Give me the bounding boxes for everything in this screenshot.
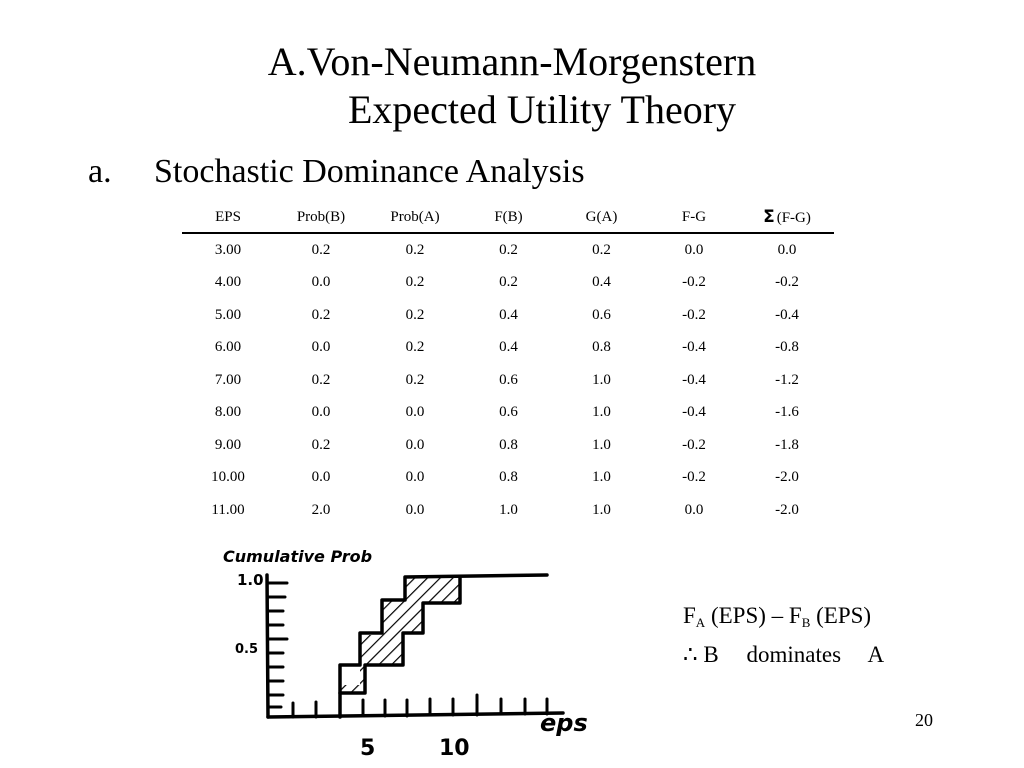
- table-cell: 2.0: [311, 501, 331, 518]
- table-row: [182, 364, 834, 397]
- page-number: 20: [915, 710, 933, 730]
- table-cell: 1.0: [592, 404, 611, 421]
- table-cell: 0.2: [499, 274, 518, 291]
- table-cell: 0.0: [405, 469, 425, 486]
- table-cell: 10.00: [211, 469, 245, 486]
- table-cell: 0.2: [311, 371, 331, 388]
- header-prob-b: Prob(B): [274, 202, 368, 233]
- table-cell: 0.2: [592, 241, 611, 258]
- table-cell: 1.0: [592, 469, 611, 486]
- formula-line-1: [683, 600, 884, 639]
- table-cell: 1.0: [592, 501, 611, 518]
- table-cell: 4.00: [214, 274, 242, 291]
- header-g-a: G(A): [555, 202, 648, 233]
- table-cell: -0.2: [682, 469, 706, 486]
- subtitle-text: Stochastic Dominance Analysis: [154, 153, 585, 190]
- sketch-x-tick-5: 5: [360, 736, 376, 761]
- table-cell: 1.0: [499, 501, 518, 518]
- subtitle-letter: a.: [88, 153, 112, 190]
- table-header-row: [182, 202, 834, 233]
- table-cell: 0.2: [405, 274, 425, 291]
- table-cell: -0.2: [682, 306, 706, 323]
- table-cell: 0.6: [499, 404, 518, 421]
- table-cell: 5.00: [214, 306, 242, 323]
- dominance-table-container: [182, 202, 834, 527]
- subtitle: [88, 152, 585, 192]
- table-cell: 0.4: [592, 274, 611, 291]
- table-cell: 0.0: [405, 404, 425, 421]
- dominance-formula: [683, 600, 884, 671]
- table-cell: -1.8: [775, 436, 799, 453]
- title-line-2: Expected Utility Theory: [347, 87, 737, 132]
- table-cell: 0.0: [777, 241, 797, 258]
- table-cell: -0.4: [682, 371, 706, 388]
- table-cell: 0.2: [311, 241, 331, 258]
- formula-f-a: F: [683, 603, 696, 628]
- table-cell: 0.2: [499, 241, 518, 258]
- table-cell: 0.0: [311, 274, 331, 291]
- table-cell: 0.6: [592, 306, 611, 323]
- table-cell: -1.6: [775, 404, 799, 421]
- formula-sub-a: A: [695, 615, 706, 630]
- table-row: [182, 397, 834, 430]
- sketch-y-tick-top: 1.0: [237, 571, 264, 589]
- table-cell: -2.0: [775, 501, 799, 518]
- table-row: [182, 233, 834, 267]
- dominance-table: [182, 202, 834, 527]
- table-cell: 0.0: [311, 404, 331, 421]
- table-cell: 7.00: [214, 371, 242, 388]
- formula-b: B: [703, 642, 719, 667]
- sketch-y-tick-mid: 0.5: [235, 642, 259, 657]
- formula-f-b: F: [788, 603, 802, 628]
- table-cell: 0.6: [499, 371, 518, 388]
- table-cell: -0.4: [682, 404, 706, 421]
- table-cell: 0.4: [499, 339, 518, 356]
- sigma-icon: Σ: [763, 207, 775, 227]
- cumulative-probability-sketch: [215, 535, 595, 765]
- header-f-minus-g: F-G: [648, 202, 740, 233]
- table-cell: 0.0: [405, 501, 425, 518]
- table-cell: -2.0: [775, 469, 799, 486]
- table-cell: -0.8: [775, 339, 799, 356]
- table-cell: 0.0: [684, 501, 704, 518]
- table-body: [182, 233, 834, 527]
- table-cell: 1.0: [592, 371, 611, 388]
- table-cell: 0.0: [311, 469, 331, 486]
- table-cell: 0.4: [499, 306, 518, 323]
- table-cell: -0.4: [775, 306, 799, 323]
- table-cell: 3.00: [214, 241, 242, 258]
- formula-a: A: [867, 642, 885, 667]
- table-cell: -0.2: [775, 274, 799, 291]
- table-cell: 0.2: [405, 371, 425, 388]
- formula-line-2: [683, 639, 884, 671]
- therefore-icon: ∴: [683, 642, 698, 667]
- sketch-x-label: eps: [540, 709, 588, 737]
- formula-minus: –: [771, 603, 784, 628]
- table-cell: -1.2: [775, 371, 799, 388]
- table-cell: 0.0: [311, 339, 331, 356]
- table-cell: 0.2: [405, 241, 425, 258]
- header-f-b: F(B): [462, 202, 555, 233]
- y-axis-ticks: [268, 583, 287, 707]
- header-sum-label: (F-G): [776, 210, 811, 226]
- table-cell: 1.0: [592, 436, 611, 453]
- table-row: [182, 332, 834, 365]
- table-cell: -0.4: [682, 339, 706, 356]
- header-prob-a: Prob(A): [368, 202, 462, 233]
- header-eps: EPS: [182, 202, 274, 233]
- table-row: [182, 429, 834, 462]
- table-cell: 0.8: [499, 469, 518, 486]
- slide-title: [0, 38, 1024, 134]
- table-cell: 0.0: [405, 436, 425, 453]
- header-sum-f-minus-g: [740, 202, 834, 233]
- table-cell: 0.0: [684, 241, 704, 258]
- table-cell: -0.2: [682, 436, 706, 453]
- formula-arg-2: (EPS): [816, 603, 872, 628]
- table-cell: 11.00: [211, 501, 245, 518]
- table-cell: 0.8: [499, 436, 518, 453]
- formula-arg-1: (EPS): [710, 603, 766, 628]
- sketch-x-tick-10: 10: [439, 736, 470, 761]
- table-cell: -0.2: [682, 274, 706, 291]
- table-cell: 0.8: [592, 339, 611, 356]
- table-cell: 0.2: [311, 436, 331, 453]
- hatched-dominance-area: [340, 577, 460, 693]
- table-cell: 0.2: [311, 306, 331, 323]
- table-row: [182, 462, 834, 495]
- x-axis-line: [268, 713, 563, 717]
- formula-dominates: dominates: [746, 642, 842, 667]
- table-cell: 8.00: [214, 404, 242, 421]
- table-cell: 0.2: [405, 339, 425, 356]
- sketch-y-label: Cumulative Prob: [223, 547, 373, 566]
- table-row: [182, 494, 834, 527]
- title-line-1: A.Von-Neumann-Morgenstern: [267, 39, 757, 84]
- table-row: [182, 299, 834, 332]
- formula-sub-b: B: [801, 615, 811, 630]
- table-cell: 6.00: [214, 339, 242, 356]
- table-row: [182, 267, 834, 300]
- table-cell: 0.2: [405, 306, 425, 323]
- table-cell: 9.00: [214, 436, 242, 453]
